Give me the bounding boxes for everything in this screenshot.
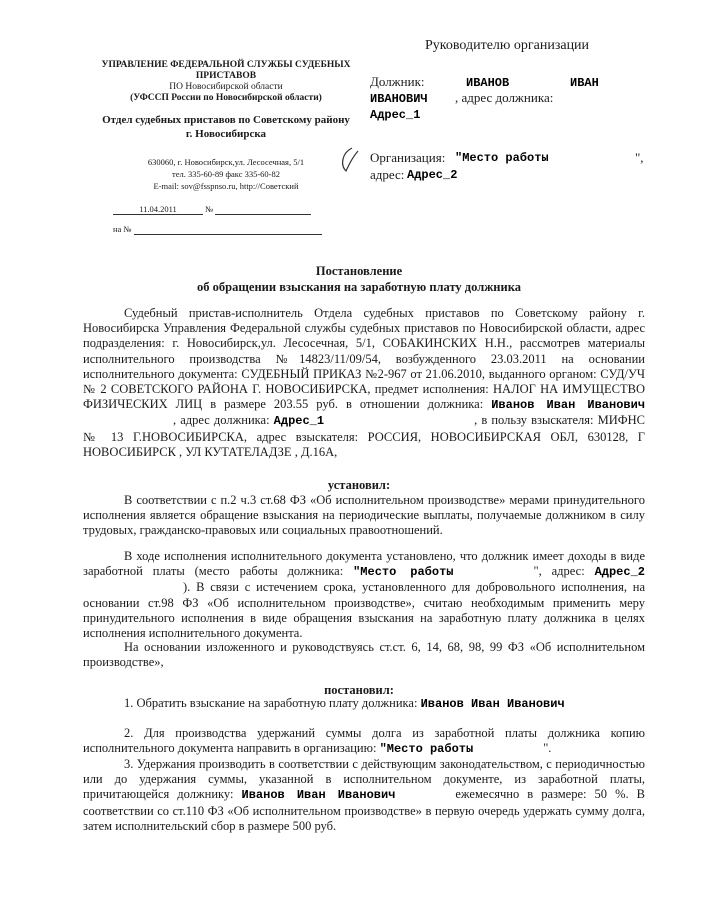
- intro-text: Судебный пристав-исполнитель Отдела судебных приставов по Советскому району г. Новосибирска Управления Федеральной службы судебных приставов по Новосибирской области, адрес подразделения: г. Новосибирск,ул. Лесосечная, 5/1, СОБАКИНСКИХ Н.Н., рассмотрев материалы исполнительного производства №14823/11/09/54, возбужденного 23.03.2011 на основании исполнительного документа: СУДЕБНЫЙ ПРИКАЗ №2-967 от 21.06.2010, выданного органом: СУД/УЧ № 2 СОВЕТСКОГО РАЙОНА Г. НОВОСИБИРСКА, предмет исполнения: НАЛОГ НА ИМУЩЕСТВО ФИЗИЧЕСКИХ ЛИЦ в размере 203.55 руб. в отношении должника:: [83, 306, 645, 412]
- agency-line1: УПРАВЛЕНИЕ ФЕДЕРАЛЬНОЙ СЛУЖБЫ СУДЕБНЫХ: [101, 60, 351, 70]
- established-p1: В соответствии с п.2 ч.3 ст.68 ФЗ «Об исполнительном производстве» мерами принудительного исполнения является обращение взыскания на периодические выплаты, получаемые должником в силу трудовых, гражданско-правовых или социальных правоотношений.: [83, 493, 645, 538]
- decided-item1-name: Иванов Иван Иванович: [420, 697, 565, 711]
- decided-heading: постановил:: [324, 683, 394, 697]
- title-line1: Постановление: [315, 264, 403, 278]
- org-label: Организация:: [370, 150, 446, 165]
- ref-line: [113, 224, 333, 235]
- debtor-address-label: , адрес должника:: [455, 90, 554, 105]
- document-title: [0, 263, 718, 295]
- intro-paragraph: [83, 306, 645, 460]
- decided-item3: [83, 757, 645, 834]
- established-p2: [83, 549, 645, 641]
- doc-no-label: №: [205, 204, 214, 214]
- decided-item1-text: 1. Обратить взыскание на заработную плату должника:: [124, 696, 418, 710]
- agency-address: 630060, г. Новосибирск,ул. Лесосечная, 5/1: [147, 157, 305, 167]
- intro-address-label: , адрес должника:: [173, 413, 270, 428]
- decided-item2: [83, 726, 645, 757]
- intro-address: Адрес_1: [273, 414, 325, 429]
- org-address-label: адрес:: [370, 167, 405, 182]
- decided-item2-org: "Место работы: [379, 742, 474, 757]
- org-close: ",: [635, 150, 644, 165]
- established-heading: установил:: [327, 478, 391, 492]
- handwritten-check-icon: [336, 145, 362, 180]
- contacts: [100, 156, 352, 192]
- doc-date: 11.04.2011: [113, 204, 203, 215]
- org-value: "Место работы: [455, 151, 549, 165]
- established-p3: На основании изложенного и руководствуясь ст.ст. 6, 14, 68, 98, 99 ФЗ «Об исполнительном производстве»,: [83, 640, 645, 670]
- decided-item3-start: 3. Удержания производить в соответствии с действующим законодательством, с периодичностью или до удержания суммы, указанной в исполнительном документе, из заработной платы, причитающейся должнику:: [83, 757, 645, 802]
- established-p2-org: "Место работы: [353, 565, 454, 580]
- reg-line: [113, 204, 333, 215]
- title-line2: об обращении взыскания на заработную плату должника: [197, 280, 521, 294]
- agency-header: [80, 60, 372, 104]
- department: [80, 113, 372, 141]
- department-line2: г. Новосибирска: [185, 128, 267, 140]
- decided-item2-text: 2. Для производства удержаний суммы долга из заработной платы должника копию исполнительного документа направить в организацию:: [83, 726, 645, 756]
- decided-item1: [83, 696, 645, 712]
- agency-line3: ПО Новосибирской области: [169, 82, 283, 92]
- agency-line4: (УФССП России по Новосибирской области): [130, 93, 322, 103]
- agency-phone: тел. 335-60-89 факс 335-60-82: [171, 169, 281, 179]
- decided-item2-close: ".: [543, 741, 552, 756]
- agency-line2: ПРИСТАВОВ: [195, 71, 257, 81]
- decided-item3-end: ежемесячно в размере: 50 %. В соответствии со ст.110 ФЗ «Об исполнительном производстве» в первую очередь удержать сумму долга, затем исполнительский сбор в размере 500 руб.: [83, 787, 646, 833]
- debtor-name: ИВАН: [570, 76, 599, 90]
- department-line1: Отдел судебных приставов по Советскому району: [102, 114, 350, 126]
- ref-no-label: на №: [113, 224, 132, 234]
- agency-email: E-mail: sov@fsspnso.ru, http://Советский: [153, 181, 299, 191]
- debtor-patronymic: ИВАНОВИЧ: [370, 92, 428, 106]
- decided-item3-name: Иванов Иван Иванович: [241, 788, 396, 803]
- recipient: Руководителю организации: [425, 38, 590, 53]
- debtor-surname: ИВАНОВ: [466, 76, 510, 90]
- established-p2-end: ). В связи с истечением срока, установленного для добровольного исполнения, на основании ст.98 ФЗ «Об исполнительном производстве», считаю необходимым применить меру принудительного исполнения в виде обращения взыскания на заработную плату должника в целях исполнения исполнительного документа.: [83, 580, 645, 641]
- intro-tail: , в пользу взыскателя: МИФНС № 13 Г.НОВОСИБИРСКА, адрес взыскателя: РОССИЯ, НОВОСИБИРСКАЯ ОБЛ, 630128, Г НОВОСИБИРСК , УЛ КУТАТЕЛАДЗЕ , Д.16А,: [83, 413, 645, 459]
- debtor-label: Должник:: [370, 74, 425, 89]
- established-p2-address: Адрес_2: [594, 565, 645, 580]
- established-p2-mid: ", адрес:: [533, 564, 585, 579]
- intro-debtor: Иванов Иван Иванович: [491, 398, 646, 413]
- established-p2-start: В ходе исполнения исполнительного документа установлено, что должник имеет доходы в виде заработной платы (место работы должника:: [83, 549, 645, 579]
- debtor-address: Адрес_1: [370, 108, 421, 122]
- org-address: Адрес_2: [407, 168, 458, 182]
